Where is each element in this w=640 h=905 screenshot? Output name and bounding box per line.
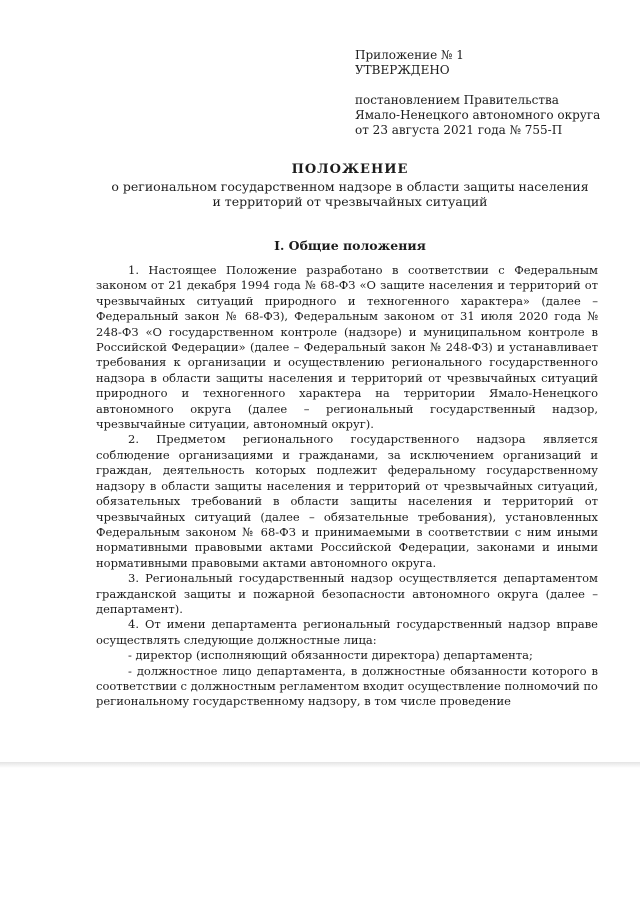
section-heading: I. Общие положения xyxy=(274,238,426,253)
resolution-line-2: Ямало-Ненецкого автономного округа xyxy=(355,108,601,122)
resolution-line-1: постановлением Правительства xyxy=(355,93,559,107)
page-edge-shadow xyxy=(0,762,640,768)
resolution-line-3: от 23 августа 2021 года № 755-П xyxy=(355,123,563,137)
paragraph-3: 3. Региональный государственный надзор осуществляется департаментом гражданской защиты и пожарной безопасности автономного округа (далее – департамент). xyxy=(96,571,598,616)
appendix-number: Приложение № 1 xyxy=(355,48,464,62)
document-body xyxy=(96,263,598,710)
title-sub-1: о региональном государственном надзоре в области защиты населения xyxy=(111,179,589,194)
approval-block xyxy=(355,48,615,138)
paragraph-2: 2. Предметом регионального государственного надзора является соблюдение организациями и гражданами, за исключением организаций и граждан, деятельность которых подлежит федеральному государственному надзору в области защиты населения и территорий от чрезвычайных ситуаций, обязательных требований в области защиты населения и территорий от чрезвычайных ситуаций (далее – обязательные требования), установленных Федеральным законом № 68-ФЗ и принимаемыми в соответствии с ним иными нормативными правовыми актами Российской Федерации, законами и иными нормативными правовыми актами автономного округа. xyxy=(96,432,598,570)
list-item-director: - директор (исполняющий обязанности директора) департамента; xyxy=(128,648,533,663)
title-sub-2: и территорий от чрезвычайных ситуаций xyxy=(212,194,488,209)
approved-stamp: УТВЕРЖДЕНО xyxy=(355,63,450,77)
list-item-official: - должностное лицо департамента, в должностные обязанности которого в соответствии с должностным регламентом входит осуществление полномочий по региональному государственному надзору, в том числе проведение xyxy=(96,663,598,709)
paragraph-1: 1. Настоящее Положение разработано в соответствии с Федеральным законом от 21 декабря 1994 года № 68-ФЗ «О защите населения и территорий от чрезвычайных ситуаций природного и техногенного характера» (далее – Федеральный закон № 68-ФЗ), Федеральным законом от 31 июля 2020 года № 248-ФЗ «О государственном контроле (надзоре) и муниципальном контроле в Российской Федерации» (далее – Федеральный закон № 248-ФЗ) и устанавливает требования к организации и осуществлению регионального государственного надзора в области защиты населения и территорий от чрезвычайных ситуаций природного и техногенного характера на территории Ямало-Ненецкого автономного округа (далее – региональный государственный надзор, чрезвычайные ситуации, автономный округ). xyxy=(96,263,598,432)
document-title xyxy=(95,162,605,209)
paragraph-4: 4. От имени департамента региональный государственный надзор вправе осуществлять следующие должностные лица: xyxy=(96,617,598,647)
title-main: ПОЛОЖЕНИЕ xyxy=(291,162,409,177)
